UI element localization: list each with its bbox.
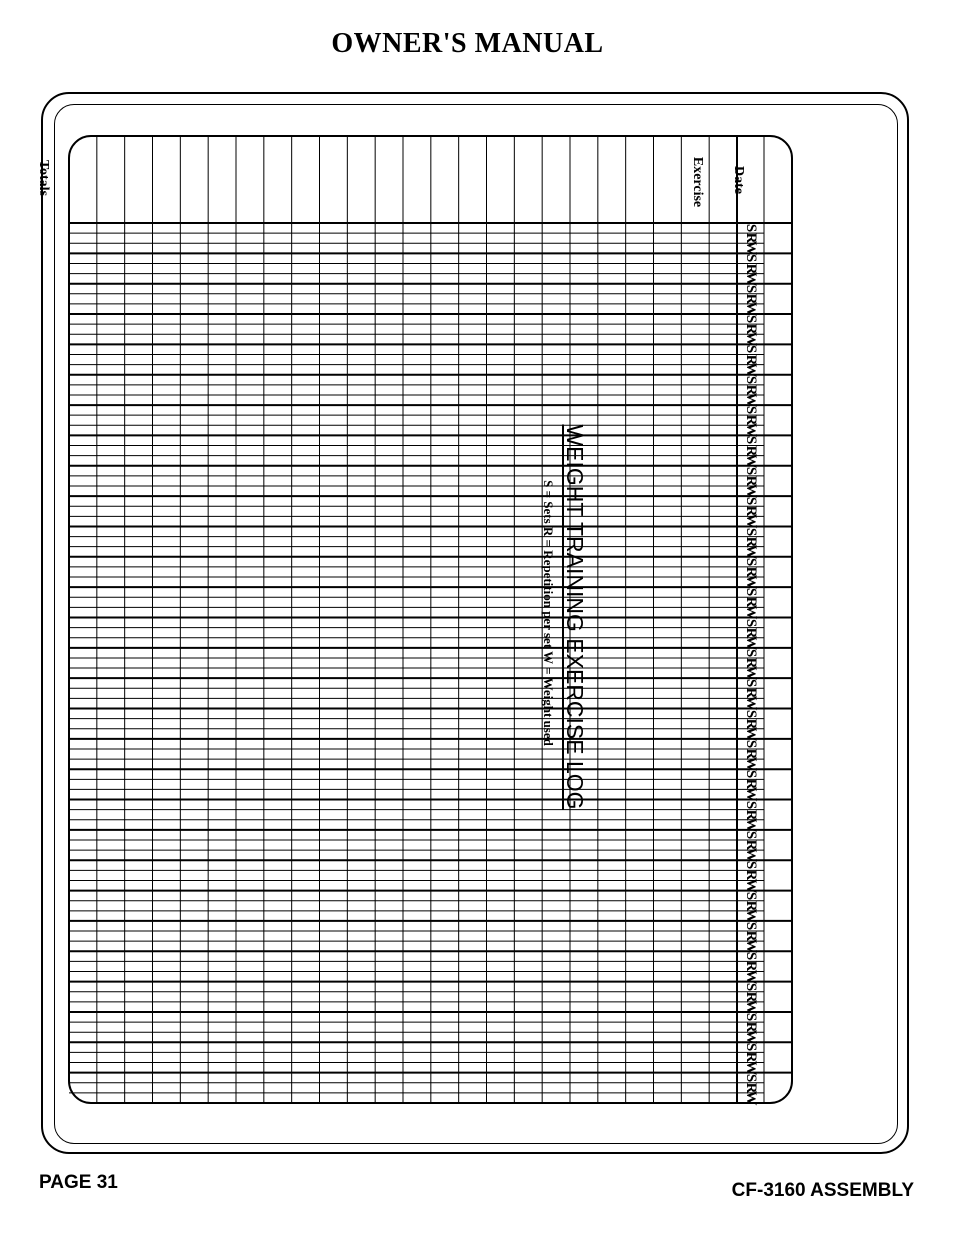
page-number: PAGE 31	[39, 1172, 118, 1193]
row-code: R	[742, 718, 759, 730]
row-code: R	[742, 869, 759, 881]
row-code: S	[742, 739, 759, 749]
exercise-column-label: Exercise	[690, 156, 705, 208]
row-code: R	[742, 839, 759, 851]
row-code: W	[742, 271, 759, 287]
row-code: R	[742, 384, 759, 396]
row-code: W	[742, 847, 759, 863]
row-code: R	[742, 930, 759, 942]
row-code: W	[742, 362, 759, 378]
row-code: R	[742, 536, 759, 548]
row-code: S	[742, 557, 759, 567]
row-code: W	[742, 392, 759, 408]
row-code: W	[742, 513, 759, 529]
row-code: R	[742, 991, 759, 1003]
model-label: CF-3160 ASSEMBLY	[731, 1180, 914, 1201]
row-code: R	[742, 1052, 759, 1063]
row-code: R	[742, 505, 759, 517]
row-code: S	[742, 830, 759, 840]
row-code: R	[742, 232, 759, 244]
row-code: R	[742, 293, 759, 305]
row-code: R	[742, 354, 759, 365]
row-code: R	[742, 1082, 759, 1094]
row-code: S	[742, 436, 759, 445]
log-title: WEIGHT TRAINING EXERCISE LOG	[562, 424, 588, 810]
row-code: S	[742, 952, 759, 961]
log-legend: S = Sets R = Repetition per set W = Weight used	[541, 480, 556, 746]
row-code: S	[742, 1043, 759, 1052]
row-code: R	[742, 778, 759, 790]
row-code: R	[742, 323, 759, 335]
row-code: W	[742, 331, 759, 347]
row-code: W	[742, 726, 759, 742]
row-code: S	[742, 891, 759, 900]
row-code: R	[742, 414, 759, 426]
row-code: S	[742, 284, 759, 293]
row-code: R	[742, 475, 759, 487]
row-code: R	[742, 809, 759, 821]
row-code: W	[742, 604, 759, 620]
row-code: S	[742, 254, 759, 263]
manual-title: OWNER'S MANUAL	[331, 28, 604, 59]
row-code: W	[742, 786, 759, 802]
row-code: S	[742, 679, 759, 688]
row-code: R	[742, 961, 759, 972]
row-code: S	[742, 588, 759, 597]
row-code: W	[742, 817, 759, 833]
row-code: W	[742, 422, 759, 438]
row-code: W	[742, 908, 759, 924]
row-code: W	[742, 240, 759, 256]
row-code: W	[742, 878, 759, 894]
row-code: R	[742, 900, 759, 912]
row-code: W	[742, 665, 759, 681]
row-code: R	[742, 596, 759, 608]
row-code: S	[742, 648, 759, 658]
row-code: W	[742, 1090, 759, 1106]
totals-column-label: Totals	[36, 159, 51, 197]
date-column-label: Date	[731, 166, 746, 194]
row-code: S	[742, 1073, 759, 1082]
row-code: W	[742, 1060, 759, 1076]
row-code: R	[742, 566, 759, 578]
row-code: W	[742, 999, 759, 1015]
row-code: R	[742, 687, 759, 699]
row-code: S	[742, 496, 759, 506]
row-code: S	[742, 466, 759, 475]
row-code: S	[742, 405, 759, 415]
row-code: W	[742, 483, 759, 499]
row-code: R	[742, 657, 759, 669]
row-code: S	[742, 921, 759, 931]
row-code: S	[742, 982, 759, 991]
row-code: R	[742, 1021, 759, 1033]
row-code: R	[742, 748, 759, 760]
row-code: W	[742, 301, 759, 317]
row-code: W	[742, 453, 759, 469]
row-code: W	[742, 756, 759, 772]
row-code: S	[742, 375, 759, 384]
row-code: S	[742, 618, 759, 627]
row-code: S	[742, 527, 759, 536]
row-code: S	[742, 345, 759, 354]
row-code: S	[742, 861, 759, 870]
row-code: W	[742, 574, 759, 590]
row-code: W	[742, 1029, 759, 1045]
row-code: R	[742, 263, 759, 274]
row-code: R	[742, 627, 759, 639]
row-code: S	[742, 709, 759, 718]
row-code: W	[742, 695, 759, 711]
row-code: W	[742, 635, 759, 651]
row-code: S	[742, 1012, 759, 1022]
row-code: S	[742, 770, 759, 779]
row-code: S	[742, 314, 759, 324]
row-code: S	[742, 800, 759, 809]
row-code: S	[742, 223, 759, 233]
row-code: R	[742, 445, 759, 456]
row-code: W	[742, 969, 759, 985]
row-code: W	[742, 544, 759, 560]
row-code: W	[742, 938, 759, 954]
